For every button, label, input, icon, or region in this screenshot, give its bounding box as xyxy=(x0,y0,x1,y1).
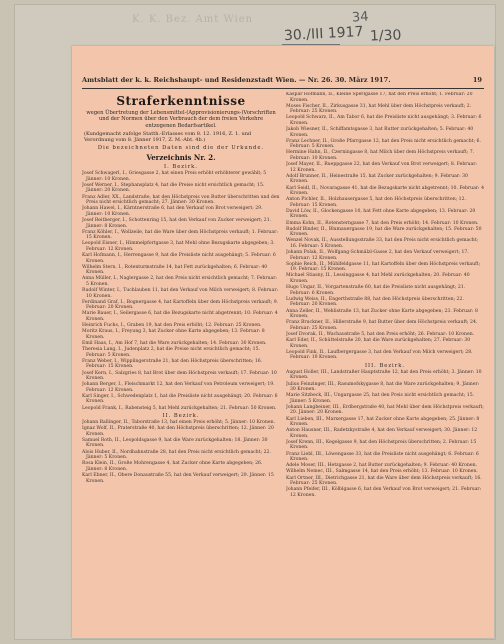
district-heading: III. Bezirk. xyxy=(365,362,405,369)
penalty-entry: Anna Zeller, II., Wehlistraße 13, hat Zucker ohne Karte abgegeben; 23. Februar: 8 Kronen. xyxy=(286,308,478,320)
penalty-entry: Marie Bauer, I., Seilergasse 6, hat die Bezugskarte nicht abgetrennt; 10. Februar: 4 Kronen. xyxy=(82,311,278,323)
penalty-entry: Franz Adler, XX., Landstraße, hat den Höchstpreis von Butter überschritten und den Preis nicht ersichtlich gemacht; 27. Jänner: 30 Kronen. xyxy=(82,194,280,206)
handwritten-underline xyxy=(282,44,340,45)
penalty-entry: Sophie Reich, II., Mühlfeldgasse 11, hat Kartoffeln über dem Höchstpreis verkauft; 19. Februar: 15 Kronen. xyxy=(286,261,481,273)
penalty-entry: Heinrich Fuchs, I., Graben 19, hat den Preis erhöht; 12. Februar: 25 Kronen. xyxy=(82,323,262,329)
penalty-entry: Wilhelm Nemec, III., Salmgasse 14, hat den Preis erhöht; 13. Februar: 10 Kronen. xyxy=(286,469,478,475)
penalty-entry: Ferdinand Graf, I., Bognergasse 4, hat Kartoffeln über dem Höchstpreis verkauft; 9. Februar: 20 Kronen. xyxy=(82,299,279,311)
penalty-entry: Karl Hofmann, I., Herrengasse 9, hat die Preisliste nicht ausgehängt; 5. Februar: 6 Kronen. xyxy=(82,253,276,264)
penalty-entry: Johann Hawel, I., Kärntnerstraße 6, hat den Verkauf von Brot verweigert; 29. Jänner: 10 Kronen. xyxy=(82,206,263,217)
penalty-entry: Josef Dvorak, II., Wachaustraße 5, hat den Preis erhöht; 26. Februar: 10 Kronen. xyxy=(286,331,475,337)
penalty-entry: Franz Köhler, I., Wollzeile, hat die Ware über dem Höchstpreis verkauft; 1. Februar: 15 Kronen. xyxy=(82,229,278,241)
penalty-entry: Leopold Frank, I., Rabensteig 5, hat Mehl zurückgehalten; 21. Februar: 50 Kronen. xyxy=(82,405,277,411)
penalty-entry: Leopold Eisner, I., Himmelpfortgasse 3, hat Mehl ohne Bezugskarte abgegeben; 3. Februar: 12 Kronen. xyxy=(82,241,275,252)
penalty-entry: Emil Haas, I., Am Hof 7, hat die Ware zurückgehalten; 14. Februar: 30 Kronen. xyxy=(82,340,267,346)
penalty-entry: Johann Pfeifer, III., Kölblgasse 6, hat den Verkauf von Brot verweigert; 21. Februar: 12 Kronen. xyxy=(286,487,482,498)
penalty-entry: Karl Seidl, II., Novaragasse 41, hat die Bezugskarte nicht abgetrennt; 10. Februar: 4 Kronen. xyxy=(286,185,484,197)
list-heading: Verzeichnis Nr. 2. xyxy=(146,153,216,163)
handwritten-number: 34 xyxy=(351,9,370,26)
penalty-entry: Josef Werner, I., Stephansplatz 4, hat die Preise nicht ersichtlich gemacht; 15. Jänner: 20 Kronen. xyxy=(82,182,265,194)
penalty-entry: Karl Lieben, III., Marxergasse 17, hat Zucker ohne Karte abgegeben; 25. Jänner: 8 Kronen. xyxy=(286,416,480,428)
penalty-entry: Karl Singer, I., Schwedenplatz 1, hat die Preisliste nicht ausgehängt; 20. Februar: 6 Kronen. xyxy=(82,393,278,405)
penalty-entry: Theresia Lang, I., Judenplatz 2, hat die Preise nicht ersichtlich gemacht; 15. Februar: 5 Kronen. xyxy=(82,347,260,358)
penalty-entry: August Holler, III., Landstraßer Hauptstraße 12, hat den Preis erhöht; 3. Jänner: 10 Kronen. xyxy=(286,369,482,381)
running-head xyxy=(82,76,484,88)
penalty-entry: Rosa Klein, II., Große Mohrengasse 4, hat Zucker ohne Karte abgegeben; 26. Jänner: 8 Kronen. xyxy=(82,461,263,472)
penalty-entry: Franz Weber, I., Wipplingerstraße 21, hat den Höchstpreis überschritten; 16. Februar: 15 Kronen. xyxy=(82,358,263,370)
penalty-entry: Leopold Fink, II., Laufbergergasse 3, hat den Verkauf von Milch verweigert; 28. Februar: 10 Kronen. xyxy=(286,349,473,361)
penalty-entry: Hugo Ungar, II., Vorgartenstraße 60, hat die Preisliste nicht ausgehängt; 21. Februar: 6 Kronen. xyxy=(286,285,466,296)
left-column xyxy=(82,92,280,632)
penalty-entry: Rudolf Binder, II., Blumauergasse 19, hat die Ware zurückgehalten; 15. Februar: 50 Kronen. xyxy=(286,226,482,238)
penalty-entry: Marie Sitzbeck, III., Ungargasse 25, hat den Preis nicht ersichtlich gemacht; 15. Jänner: 5 Kronen. xyxy=(286,393,475,404)
penalty-entry: Franz Bruckner, II., Hillerstraße 9, hat Butter über dem Höchstpreis verkauft; 24. Februar: 25 Kronen. xyxy=(286,320,478,331)
penalty-entry: Michael Stiasny, II., Lessinggasse 4, hat Mehl zurückgehalten; 20. Februar: 40 Kronen. xyxy=(286,273,470,284)
penalty-entry: Karl Ebner, II., Obere Donaustraße 55, hat den Verkauf verweigert; 29. Jänner: 15 Kronen. xyxy=(82,473,274,484)
penalty-entry: Josef Mayer, II., Rueppgasse 22, hat den Verkauf von Brot verweigert; 8. Februar: 12 Kronen. xyxy=(286,162,477,173)
handwritten-date: 30./III 1917 xyxy=(283,23,364,45)
penalty-entry: Johann Polak, II., Wolfgang-Schmälzl-Gasse 2, hat den Verkauf verweigert; 17. Februar: 12 Kronen. xyxy=(286,250,469,261)
penalty-entry: Rudolf Winter, I., Tuchlauben 11, hat den Verkauf von Milch verweigert; 8. Februar: 10 Kronen. xyxy=(82,288,279,299)
office-stamp: K. K. Bez. Amt Wien xyxy=(132,14,254,25)
date-note: Die bezeichneten Daten sind die der Urkunde. xyxy=(97,145,265,152)
document-intro: wegen Übertretung der Lebensmittel-(Approvisionierungs-)Vorschriften und der Normen über den Verbrauch der dem freien Verkehre entzogenen Bedarfsartikel. xyxy=(86,110,276,129)
penalty-entry: Julius Feinzinger, III., Rasumofskygasse 8, hat die Ware zurückgehalten; 9. Jänner: 30 Kronen. xyxy=(286,381,480,393)
penalty-entry: Hermine Hahn, II., Czerningasse 8, hat Milch über dem Höchstpreis verkauft; 7. Februar: 10 Kronen. xyxy=(286,150,475,161)
penalty-entry: Adele Moser, III., Hetzgasse 2, hat Butter zurückgehalten; 9. Februar: 40 Kronen. xyxy=(286,463,477,469)
penalty-entry: Jakob Wiesner, II., Schiffamtsgasse 3, hat Butter zurückgehalten; 5. Februar: 40 Kronen. xyxy=(286,127,474,138)
left-entries xyxy=(82,164,280,484)
handwritten-file-number: 1/30 xyxy=(369,27,402,45)
penalty-entry: Alois Huber, II., Nordbahnstraße 28, hat den Preis nicht ersichtlich gemacht; 22. Jänner: 5 Kronen. xyxy=(82,449,271,461)
header-rule xyxy=(82,88,484,89)
penalty-entry: Leopold Schwarz, II., Am Tabor 6, hat die Preisliste nicht ausgehängt; 3. Februar: 6 Kronen. xyxy=(286,115,482,126)
penalty-entry: Wenzel Novak, II., Ausstellungsstraße 33, hat den Preis nicht ersichtlich gemacht; 16. Februar: 5 Kronen. xyxy=(286,238,479,249)
penalty-entry: Josef Krenn, III., Kegelgasse 9, hat den Höchstpreis überschritten; 2. Februar: 15 Kronen. xyxy=(286,439,477,451)
running-head-title: Amtsblatt der k. k. Reichshaupt- und Residenzstadt Wien. — Nr. 26. 30. März 1917. xyxy=(82,76,391,84)
penalty-entry: Wilhelm Stern, I., Rotenturmstraße 14, hat Fett zurückgehalten; 6. Februar: 40 Kronen. xyxy=(82,264,268,276)
penalty-entry: Ludwig Weiss, II., Engerthstraße 88, hat den Höchstpreis überschritten; 22. Februar: 20 Kronen. xyxy=(286,296,464,308)
penalty-entry: Karl Eder, II., Schüttelstraße 20, hat die Ware zurückgehalten; 27. Februar: 30 Kronen. xyxy=(286,338,471,349)
penalty-entry: David Löw, II., Glockengasse 10, hat Fett ohne Karte abgegeben; 13. Februar: 20 Kronen. xyxy=(286,208,476,220)
right-column xyxy=(286,92,484,632)
penalty-entry: Josef Reitberger, I., Schottenring 15, hat den Verkauf von Zucker verweigert; 21. Jänner: 8 Kronen. xyxy=(82,217,272,229)
right-entries xyxy=(286,92,484,498)
district-heading: I. Bezirk. xyxy=(164,164,198,171)
penalty-entry: Franz Liebl, III., Löwengasse 33, hat die Preisliste nicht ausgehängt; 6. Februar: 6 Kronen. xyxy=(286,451,479,463)
decree-note: (Kundgemacht zufolge Statth.-Erlasses vom 8. 12. 1916, Z. 1. und Verordnung vom 8. Jänner 1917, Z. M.-Abt. 4b.) xyxy=(84,131,252,144)
penalty-entry: Karl Ortner, III., Dietrichgasse 21, hat die Ware über dem Höchstpreis verkauft; 16. Februar: 25 Kronen. xyxy=(286,475,482,487)
page-content xyxy=(82,46,484,638)
penalty-entry: Josef Kern, I., Salzgries 8, hat Brot über dem Höchstpreis verkauft; 17. Februar: 10 Kronen. xyxy=(82,370,277,382)
penalty-entry: Samuel Roth, II., Leopoldsgasse 9, hat die Ware zurückgehalten; 18. Jänner: 30 Kronen. xyxy=(82,437,268,449)
penalty-entry: Anton Hausner, III., Radetzkystraße 4, hat den Verkauf verweigert; 30. Jänner: 12 Kronen. xyxy=(286,428,478,439)
penalty-entry: Moritz Kraus, I., Freyung 3, hat Zucker ohne Karte abgegeben; 13. Februar: 8 Kronen. xyxy=(82,329,265,340)
page-number: 19 xyxy=(472,76,482,84)
penalty-entry: Anton Pichler, II., Holzhausergasse 5, hat den Höchstpreis überschritten; 12. Februar: 15 Kronen. xyxy=(286,197,466,208)
penalty-entry: Josef Schwagerl, I., Griesgasse 2, hat einen Preis erhöht erhöhterer gewählt; 5 Jänner: 10 Kronen. xyxy=(82,171,267,182)
penalty-entry: Adolf Brunner, II., Heinestraße 15, hat Zucker zurückgehalten; 9. Februar: 30 Kronen. xyxy=(286,173,468,185)
document-page xyxy=(72,46,494,638)
document-title: Straferkenntnisse xyxy=(116,94,246,108)
district-heading: II. Bezirk. xyxy=(162,413,200,420)
penalty-entry: Johann Langbeiner, III., Erdbergstraße 40, hat Mehl über dem Höchstpreis verkauft; 20. Jänner: 20 Kronen. xyxy=(286,404,484,416)
penalty-entry: Emma Kohn, II., Rotensterngasse 7, hat den Preis erhöht; 14. Februar: 10 Kronen. xyxy=(286,220,479,226)
penalty-entry: Moses Fischer, II., Zirkusgasse 31, hat Mehl über dem Höchstpreis verkauft; 2. Februar: 25 Kronen. xyxy=(286,103,472,115)
penalty-entry: Johann Berger, I., Fleischmarkt 12, hat den Verkauf von Petroleum verweigert; 19. Februar: 12 Kronen. xyxy=(82,382,275,393)
penalty-entry: Kaspar Hofmann, II., Kleine Sperlgasse 17, hat den Preis erhöht; 1. Februar: 20 Kronen. xyxy=(286,92,473,103)
penalty-entry: Franz Lechner, II., Große Pfarrgasse 12, hat den Preis nicht ersichtlich gemacht; 6. Februar: 5 Kronen. xyxy=(286,138,481,150)
penalty-entry: Anna Müller, I., Naglergasse 2, hat den Preis nicht ersichtlich gemacht; 7. Februar: 5 Kronen. xyxy=(82,276,277,287)
penalty-entry: Johann Ballinger, II., Taborstraße 13, hat einen Preis erhöht; 5. Jänner: 10 Kronen. xyxy=(82,420,276,426)
penalty-entry: Ignaz Wolf, II., Praterstraße 40, hat den Höchstpreis überschritten; 12. Jänner: 20 Kronen. xyxy=(82,426,274,437)
